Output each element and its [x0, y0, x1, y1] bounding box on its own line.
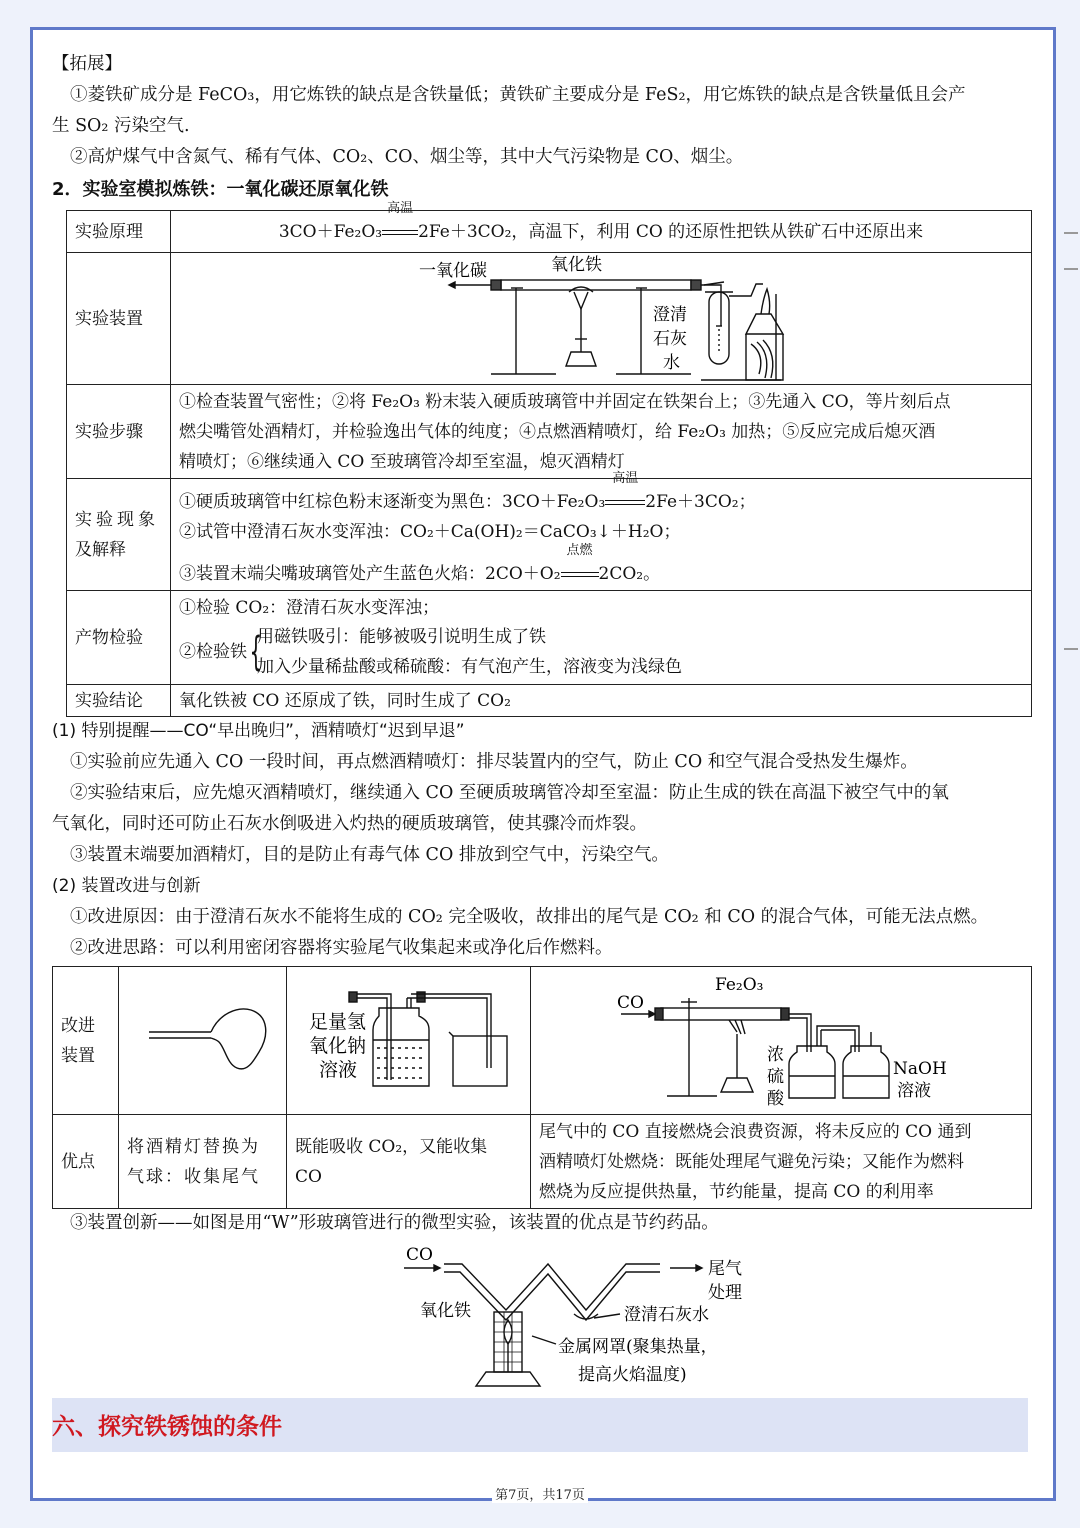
phen-label: 实验现象 及解释 [67, 479, 171, 591]
adv3: 尾气中的 CO 直接燃烧会浪费资源，将未反应的 CO 通到 酒精喷灯处燃烧：既能处理尾气避免污染；又能作为燃料 燃烧为反应提供热量，节约能量，提高 CO 的利用率 [531, 1115, 1032, 1209]
step-line: 燃尖嘴管处酒精灯，并检验逸出气体的纯度；④点燃酒精喷灯，给 Fe₂O₃ 加热；⑤反应完成后熄灭酒 [179, 421, 936, 442]
label-lime3: 水 [663, 352, 680, 373]
naoh-cell [287, 967, 531, 1115]
phen3-post: 2CO₂。 [598, 563, 661, 584]
step-line: ①检查装置气密性；②将 Fe₂O₃ 粉末装入硬质玻璃管中并固定在铁架台上；③先通入 CO，等片刻后点 [179, 391, 951, 412]
acid-label-3: 酸 [767, 1088, 784, 1109]
adv2: 既能吸收 CO₂，又能收集 CO [287, 1115, 531, 1209]
note1-l1: ①实验前应先通入 CO 一段时间，再点燃酒精喷灯：排尽装置内的空气，防止 CO 和空气混合受热发生爆炸。 [70, 752, 918, 772]
improvement-table [52, 966, 1032, 1209]
label-co: 一氧化碳 [419, 260, 487, 281]
recycle-cell [531, 967, 1032, 1115]
w-lime-label: 澄清石灰水 [624, 1305, 709, 1325]
label-lime1: 澄清 [653, 304, 687, 325]
phen-cell [171, 470, 1032, 591]
w-tube-diagram [390, 1240, 770, 1390]
recycle-diagram [531, 968, 1030, 1114]
section6-title: 六、探究铁锈蚀的条件 [52, 1414, 282, 1440]
expand-p1b: 生 SO₂ 污染空气. [52, 116, 190, 136]
check-cell [171, 591, 1032, 685]
check2a: 用磁铁吸引：能够被吸引说明生成了铁 [257, 626, 546, 647]
fe2o3-label: Fe₂O₃ [715, 974, 764, 995]
adv1: 将酒精灯替换为 气球：收集尾气 [119, 1115, 287, 1209]
adv-label: 优点 [53, 1115, 119, 1209]
note1-l2b: 气氧化，同时还可防止石灰水倒吸进入灼热的硬质玻璃管，使其骤冷而炸裂。 [52, 814, 647, 834]
w-fe-label: 氧化铁 [420, 1301, 471, 1321]
device-label: 改进 装置 [53, 967, 119, 1115]
phen2: ②试管中澄清石灰水变浑浊：CO₂＋Ca(OH)₂＝CaCO₃↓＋H₂O； [179, 521, 681, 542]
edge-mark [1064, 268, 1078, 270]
w-tail-label-1: 尾气 [708, 1259, 742, 1279]
section6-banner [52, 1398, 1028, 1452]
note2-l2: ②改进思路：可以利用密闭容器将实验尾气收集起来或净化后作燃料。 [70, 938, 613, 958]
w-mesh-label-2: 提高火焰温度) [578, 1365, 687, 1385]
naoh-label-2: 氧化钠 [309, 1034, 367, 1057]
check-label: 产物检验 [67, 591, 171, 685]
check2-label: ②检验铁 [179, 641, 247, 662]
principle-cell [171, 200, 1032, 253]
label-fe2o3: 氧化铁 [551, 254, 602, 275]
solution-label: 溶液 [897, 1080, 931, 1101]
apparatus-diagram [171, 254, 1030, 384]
acid-label-2: 硫 [767, 1066, 784, 1087]
phen1-post: 2Fe＋3CO₂； [645, 491, 756, 512]
note2-title: (2) 装置改进与创新 [52, 876, 201, 896]
brace-icon: { [249, 628, 263, 675]
innov-text: ③装置创新——如图是用“W”形玻璃管进行的微型实验，该装置的优点是节约药品。 [70, 1213, 719, 1233]
apparatus-label: 实验装置 [67, 253, 171, 385]
apparatus-cell [171, 253, 1032, 385]
page-footer [0, 1484, 1080, 1503]
expand-p2: ②高炉煤气中含氮气、稀有气体、CO₂、CO、烟尘等，其中大气污染物是 CO、烟尘。 [70, 147, 744, 167]
check1: ①检验 CO₂：澄清石灰水变浑浊； [179, 597, 440, 618]
expand-p1: ①菱铁矿成分是 FeCO₃，用它炼铁的缺点是含铁量低；黄铁矿主要成分是 FeS₂，用它炼铁的缺点是含铁量低且会产 [70, 85, 966, 105]
w-tail-label-2: 处理 [708, 1283, 742, 1303]
note1-l2: ②实验结束后，应先熄灭酒精喷灯，继续通入 CO 至硬质玻璃管冷却至室温：防止生成的铁在高温下被空气中的氧 [70, 783, 949, 803]
phen3-cond: 点燃 [561, 559, 599, 589]
section2-title: 2．实验室模拟炼铁：一氧化碳还原氧化铁 [52, 179, 389, 200]
co-label: CO [617, 992, 644, 1013]
page-number: 第7页，共17页 [492, 1488, 588, 1503]
phen3-pre: ③装置末端尖嘴玻璃管处产生蓝色火焰：2CO＋O₂ [179, 563, 561, 584]
principle-eq-pre: 3CO＋Fe₂O₃ [278, 221, 383, 242]
check2b: 加入少量稀盐酸或稀硫酸：有气泡产生，溶液变为浅绿色 [257, 656, 682, 677]
principle-label: 实验原理 [67, 211, 171, 253]
step-line: 精喷灯；⑥继续通入 CO 至玻璃管冷却至室温，熄灭酒精灯 [179, 451, 625, 472]
edge-mark [1064, 648, 1078, 650]
label-lime2: 石灰 [653, 328, 687, 349]
w-mesh-label-1: 金属网罩(聚集热量， [558, 1337, 718, 1357]
naoh-label: NaOH [893, 1058, 947, 1079]
principle-eq-post: 2Fe＋3CO₂，高温下，利用 CO 的还原性把铁从铁矿石中还原出来 [418, 221, 924, 242]
balloon-diagram [119, 968, 285, 1114]
acid-label-1: 浓 [767, 1044, 784, 1065]
note1-title: (1) 特别提醒——CO“早出晚归”，酒精喷灯“迟到早退” [52, 721, 465, 741]
note1-l3: ③装置末端要加酒精灯，目的是防止有毒气体 CO 排放到空气中，污染空气。 [70, 845, 669, 865]
experiment-table [66, 200, 1032, 717]
phen1-cond: 高温 [605, 487, 645, 517]
w-co-label: CO [406, 1245, 433, 1265]
phen1-pre: ①硬质玻璃管中红棕色粉末逐渐变为黑色：3CO＋Fe₂O₃ [179, 491, 606, 512]
concl-label: 实验结论 [67, 685, 171, 717]
naoh-label-3: 溶液 [319, 1058, 358, 1081]
principle-cond: 高温 [382, 217, 418, 247]
steps-cell [171, 385, 1032, 479]
balloon-cell [119, 967, 287, 1115]
concl: 氧化铁被 CO 还原成了铁，同时生成了 CO₂ [171, 685, 1032, 717]
naoh-bottle-diagram [287, 968, 529, 1114]
steps-label: 实验步骤 [67, 385, 171, 479]
expand-title: 【拓展】 [52, 54, 122, 74]
naoh-label-1: 足量氢 [309, 1010, 367, 1033]
note2-l1: ①改进原因：由于澄清石灰水不能将生成的 CO₂ 完全吸收，故排出的尾气是 CO₂ 和 CO 的混合气体，可能无法点燃。 [70, 907, 989, 927]
edge-mark [1064, 232, 1078, 234]
